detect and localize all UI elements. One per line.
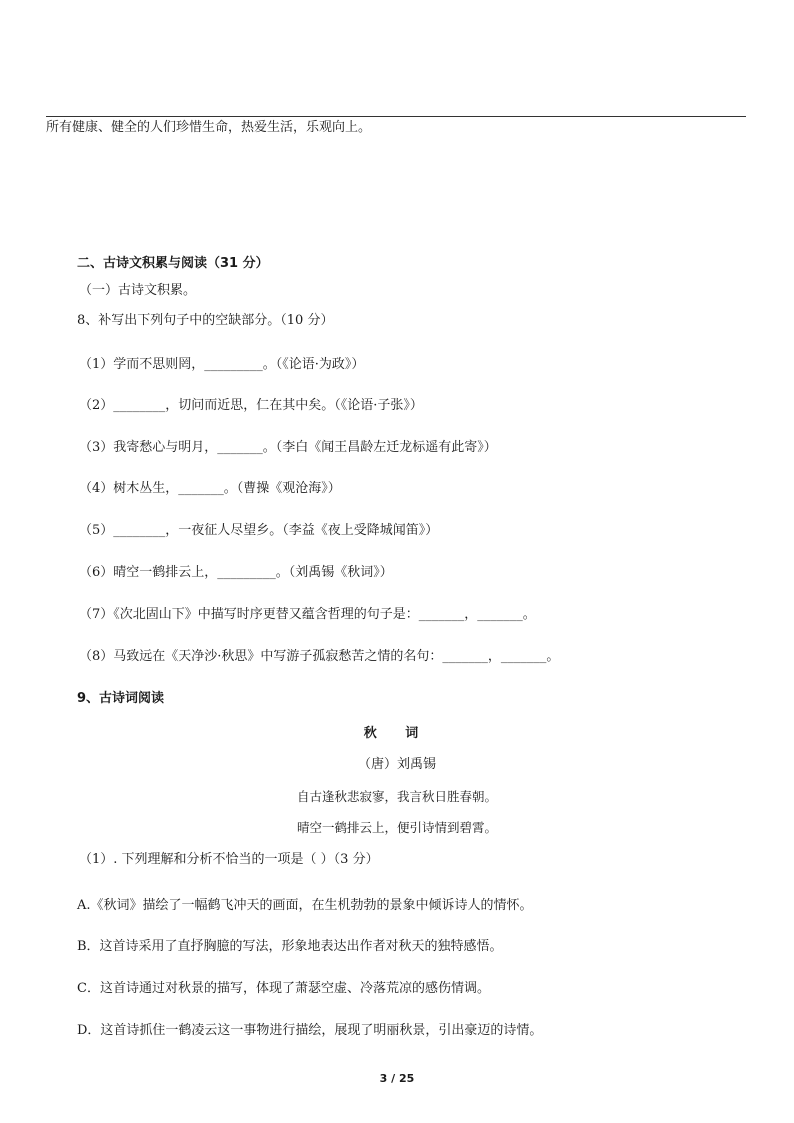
poem-author: （唐）刘禹锡 — [357, 757, 436, 772]
page-number: 3 / 25 — [379, 1072, 415, 1085]
q8-item: （6）晴空一鹤排云上，_________。（刘禹锡《秋词》） — [79, 565, 393, 580]
section2-subheading: （一）古诗文积累。 — [79, 283, 197, 298]
header-rule — [46, 116, 746, 117]
option-b: B．这首诗采用了直抒胸臆的写法，形象地表达出作者对秋天的独特感悟。 — [77, 939, 503, 954]
option-d: D．这首诗抓住一鹤凌云这一事物进行描绘，展现了明丽秋景，引出豪迈的诗情。 — [77, 1023, 543, 1038]
poem-line: 晴空一鹤排云上，便引诗情到碧霄。 — [296, 820, 497, 835]
poem-title: 秋 词 — [363, 726, 431, 741]
q9-subquestion: （1）. 下列理解和分析不恰当的一项是（ ）（3 分） — [79, 852, 379, 867]
q8-item: （1）学而不思则罔，_________。（《论语·为政》） — [79, 357, 365, 372]
q8-stem: 8、补写出下列句子中的空缺部分。（10 分） — [77, 313, 334, 328]
q8-item: （2）________，切问而近思，仁在其中矣。（《论语·子张》） — [79, 398, 423, 413]
poem-line: 自古逢秋悲寂寥，我言秋日胜春朝。 — [296, 789, 497, 804]
q8-item: （7）《次北固山下》中描写时序更替又蕴含哲理的句子是：_______，_______。 — [79, 607, 536, 622]
intro-closing-line: 所有健康、健全的人们珍惜生命，热爱生活，乐观向上。 — [46, 120, 372, 135]
section2-heading: 二、古诗文积累与阅读（31 分） — [77, 256, 269, 271]
q8-item: （5）________，一夜征人尽望乡。（李益《夜上受降城闻笛》） — [79, 523, 439, 538]
option-a: A.《秋词》描绘了一幅鹤飞冲天的画面，在生机勃勃的景象中倾诉诗人的情怀。 — [77, 898, 533, 913]
q8-item: （4）树木丛生，_______。（曹操《观沧海》） — [79, 481, 341, 496]
q8-item: （8）马致远在《天净沙·秋思》中写游子孤寂愁苦之情的名句：_______，_______。 — [79, 649, 560, 664]
q9-heading: 9、古诗词阅读 — [77, 691, 165, 706]
q8-item: （3）我寄愁心与明月，_______。（李白《闻王昌龄左迁龙标遥有此寄》） — [79, 440, 497, 455]
option-c: C．这首诗通过对秋景的描写，体现了萧瑟空虚、冷落荒凉的感伤情调。 — [77, 981, 490, 996]
